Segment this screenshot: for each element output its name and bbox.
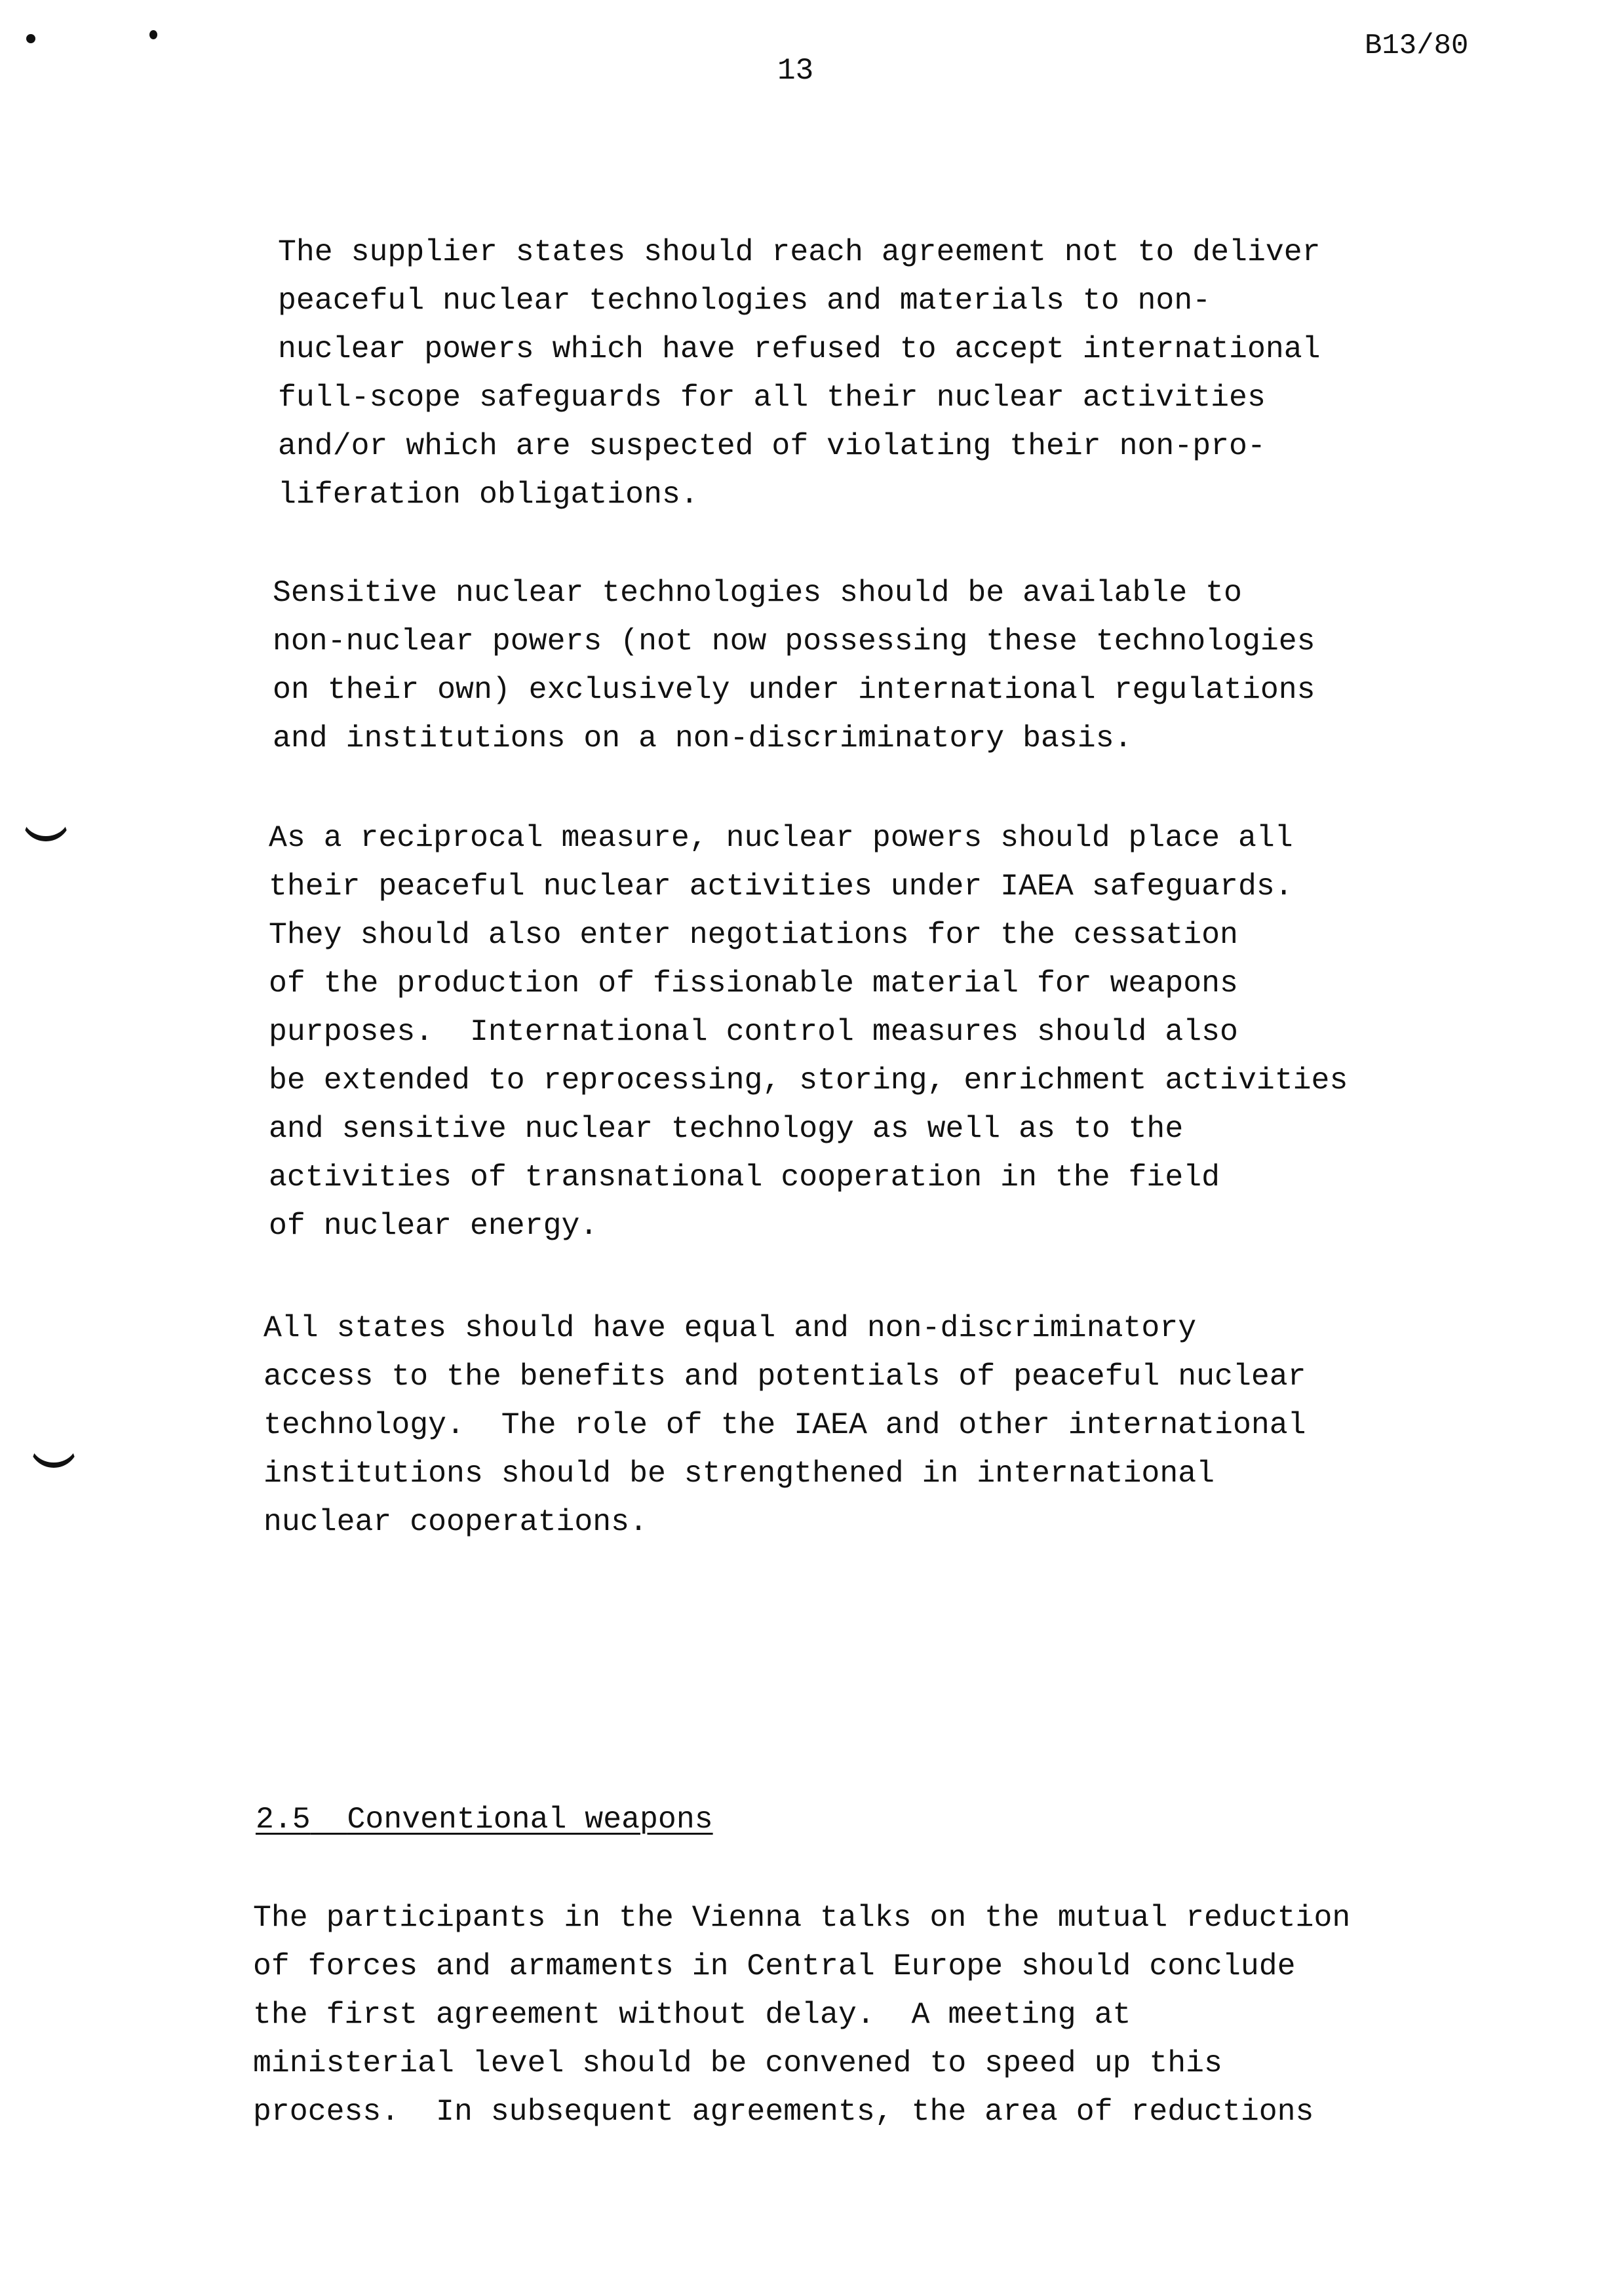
text-line: of nuclear energy.	[269, 1208, 598, 1243]
text-line: ministerial level should be convened to speed up this	[253, 2046, 1222, 2080]
text-line: of the production of fissionable material for weapons	[269, 966, 1238, 1001]
text-line: on their own) exclusively under international regulations	[273, 672, 1315, 707]
text-line: purposes. International control measures should also	[269, 1014, 1238, 1049]
text-line: full-scope safeguards for all their nuclear activities	[278, 380, 1266, 415]
binding-hole-mark	[29, 1436, 79, 1468]
paragraph-vienna-talks	[253, 1894, 1531, 2136]
scan-mark-dot	[26, 34, 35, 43]
text-line: As a reciprocal measure, nuclear powers should place all	[269, 820, 1293, 855]
text-line: of forces and armaments in Central Europe should conclude	[253, 1949, 1296, 1983]
document-reference: B13/80	[1365, 29, 1469, 62]
section-heading	[256, 1795, 713, 1844]
text-line: their peaceful nuclear activities under IAEA safeguards.	[269, 869, 1293, 904]
text-line: and/or which are suspected of violating their non-pro-	[278, 429, 1266, 463]
paragraph-equal-access	[263, 1304, 1542, 1546]
text-line: They should also enter negotiations for the cessation	[269, 917, 1238, 952]
text-line: be extended to reprocessing, storing, enrichment activities	[269, 1063, 1348, 1098]
page-number: 13	[777, 54, 814, 88]
text-line: The participants in the Vienna talks on the mutual reduction	[253, 1900, 1351, 1935]
text-line: peaceful nuclear technologies and materials to non-	[278, 283, 1211, 318]
paragraph-safeguards	[278, 228, 1556, 519]
text-line: non-nuclear powers (not now possessing these technologies	[273, 624, 1315, 659]
text-line: access to the benefits and potentials of peaceful nuclear	[263, 1359, 1306, 1394]
binding-hole-mark	[21, 810, 71, 841]
text-line: nuclear cooperations.	[263, 1504, 648, 1539]
text-line: and institutions on a non-discriminatory basis.	[273, 721, 1133, 756]
text-line: All states should have equal and non-discriminatory	[263, 1311, 1197, 1345]
text-line: the first agreement without delay. A meeting at	[253, 1997, 1131, 2032]
paragraph-reciprocal-measure	[269, 814, 1547, 1250]
text-line: The supplier states should reach agreement not to deliver	[278, 235, 1321, 269]
text-line: technology. The role of the IAEA and other international	[263, 1407, 1306, 1442]
scan-mark-dot	[149, 30, 157, 39]
text-line: Sensitive nuclear technologies should be available to	[273, 575, 1242, 610]
text-line: institutions should be strengthened in international	[263, 1456, 1215, 1491]
text-line: liferation obligations.	[278, 477, 699, 512]
paragraph-sensitive-technologies	[273, 569, 1551, 763]
section-title: Conventional weapons	[347, 1802, 713, 1837]
text-line: nuclear powers which have refused to accept international	[278, 332, 1321, 366]
text-line: and sensitive nuclear technology as well as to the	[269, 1111, 1184, 1146]
text-line: process. In subsequent agreements, the area of reductions	[253, 2094, 1314, 2129]
text-line: activities of transnational cooperation in the field	[269, 1160, 1220, 1195]
section-number: 2.5	[256, 1802, 311, 1837]
